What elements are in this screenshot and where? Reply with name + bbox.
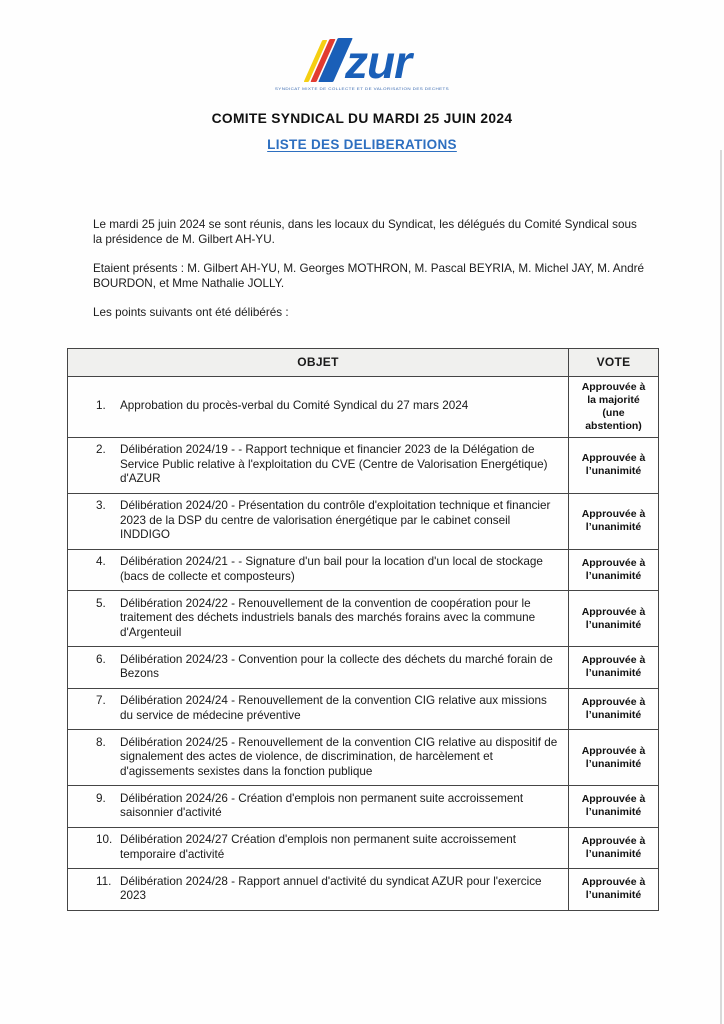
table-row	[68, 827, 659, 869]
logo-tagline: SYNDICAT MIXTE DE COLLECTE ET DE VALORISATION DES DECHETS	[274, 86, 450, 91]
objet-cell	[68, 591, 569, 647]
logo-brand-text: zur	[345, 36, 411, 88]
table-row	[68, 786, 659, 828]
row-number: 3.	[96, 499, 106, 512]
row-number: 9.	[96, 791, 106, 805]
row-objet-text: Délibération 2024/22 - Renouvellement de la convention de coopération pour le traitement des déchets industriels banals des marchés forains avec la commune d'Argenteuil	[120, 596, 536, 639]
objet-cell	[68, 869, 569, 911]
row-vote-text: Approuvée à la majorité (une abstention)	[569, 376, 659, 437]
deliberations-table	[67, 348, 659, 911]
column-header-vote: VOTE	[569, 349, 659, 377]
row-vote-text: Approuvée à l’unanimité	[569, 730, 659, 786]
table-row	[68, 376, 659, 437]
column-header-objet: OBJET	[68, 349, 569, 377]
table-row	[68, 688, 659, 730]
row-objet-text: Délibération 2024/25 - Renouvellement de la convention CIG relative au dispositif de signalement des actes de violence, de discrimination, de harcèlement et d'agissements sexistes dans la fonction publique	[120, 735, 558, 778]
document-title: COMITE SYNDICAL DU MARDI 25 JUIN 2024	[211, 111, 513, 126]
table-header-row	[68, 349, 659, 377]
document-subtitle-text: LISTE DES DELIBERATIONS	[267, 137, 457, 152]
table-row	[68, 869, 659, 911]
row-vote-text: Approuvée à l’unanimité	[569, 647, 659, 689]
objet-cell	[68, 437, 569, 493]
row-objet-text: Délibération 2024/19 - - Rapport technique et financier 2023 de la Délégation de Service Public relative à l'exploitation du CVE (Centre de Valorisation Energétique) d'AZUR	[120, 443, 548, 485]
row-objet-text: Délibération 2024/26 - Création d'emplois non permanent suite accroissement saisonnier d'activité	[120, 791, 524, 819]
row-objet-text: Approbation du procès-verbal du Comité Syndical du 27 mars 2024	[120, 399, 469, 412]
row-objet-text: Délibération 2024/28 - Rapport annuel d'activité du syndicat AZUR pour l'exercice 2023	[120, 874, 542, 902]
azur-logo-wordmark	[313, 36, 411, 88]
row-number: 7.	[96, 694, 106, 707]
objet-cell	[68, 647, 569, 689]
row-vote-text: Approuvée à l’unanimité	[569, 786, 659, 828]
row-vote-text: Approuvée à l’unanimité	[569, 827, 659, 869]
row-vote-text: Approuvée à l’unanimité	[569, 591, 659, 647]
row-objet-text: Délibération 2024/24 - Renouvellement de la convention CIG relative aux missions du service de médecine préventive	[120, 694, 547, 722]
table-row	[68, 493, 659, 549]
row-number: 2.	[96, 443, 106, 456]
row-objet-text: Délibération 2024/23 - Convention pour la collecte des déchets du marché forain de Bezons	[120, 652, 553, 680]
objet-cell	[68, 376, 569, 437]
objet-cell	[68, 493, 569, 549]
intro-paragraph-3: Les points suivants ont été délibérés :	[93, 306, 289, 319]
row-number: 6.	[96, 652, 106, 666]
objet-cell	[68, 730, 569, 786]
row-vote-text: Approuvée à l’unanimité	[569, 437, 659, 493]
row-vote-text: Approuvée à l’unanimité	[569, 493, 659, 549]
row-objet-text: Délibération 2024/21 - - Signature d'un bail pour la location d'un local de stockage (bacs de collecte et composteurs)	[120, 555, 543, 583]
row-vote-text: Approuvée à l’unanimité	[569, 549, 659, 591]
table-row	[68, 647, 659, 689]
table-row	[68, 437, 659, 493]
azur-logo	[0, 36, 724, 91]
row-number: 11.	[96, 874, 112, 888]
row-vote-text: Approuvée à l’unanimité	[569, 869, 659, 911]
objet-cell	[68, 827, 569, 869]
row-number: 5.	[96, 596, 106, 610]
scan-artifact-line	[720, 150, 722, 1024]
intro-paragraph-2: Etaient présents : M. Gilbert AH-YU, M. Georges MOTHRON, M. Pascal BEYRIA, M. Michel JAY, M. André BOURDON, et Mme Nathalie JOLLY.	[93, 262, 644, 290]
row-number: 1.	[96, 399, 106, 412]
table-row	[68, 549, 659, 591]
row-number: 8.	[96, 735, 106, 749]
objet-cell	[68, 688, 569, 730]
row-objet-text: Délibération 2024/27 Création d'emplois non permanent suite accroissement temporaire d'activité	[120, 833, 516, 861]
row-number: 10.	[96, 833, 113, 846]
intro-paragraph-1: Le mardi 25 juin 2024 se sont réunis, dans les locaux du Syndicat, les délégués du Comité Syndical sous la présidence de M. Gilbert AH-YU.	[93, 218, 637, 246]
table-row	[68, 730, 659, 786]
intro-section	[93, 217, 645, 334]
objet-cell	[68, 549, 569, 591]
row-number: 4.	[96, 555, 106, 568]
document-subtitle	[0, 136, 724, 154]
objet-cell	[68, 786, 569, 828]
table-row	[68, 591, 659, 647]
azur-logo-a-stripes-icon	[313, 38, 343, 82]
row-vote-text: Approuvée à l’unanimité	[569, 688, 659, 730]
row-objet-text: Délibération 2024/20 - Présentation du contrôle d'exploitation technique et financier 2023 de la DSP du centre de valorisation énergétique par le cabinet conseil INDDIGO	[120, 499, 551, 541]
